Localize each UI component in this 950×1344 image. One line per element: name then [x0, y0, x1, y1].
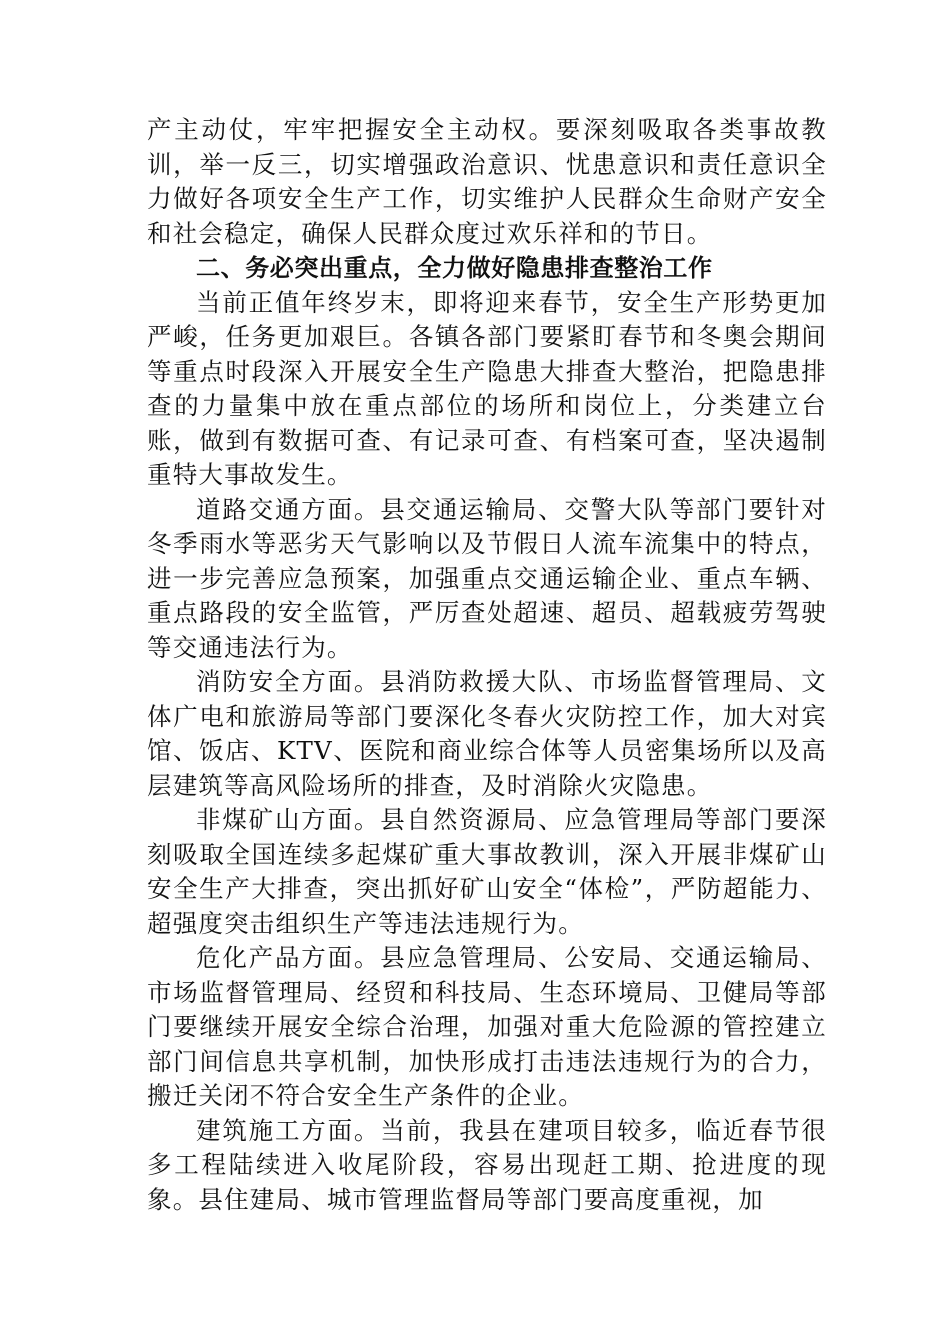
paragraph-continued: 产主动仗，牢牢把握安全主动权。要深刻吸取各类事故教训，举一反三，切实增强政治意识、忧患意识和责任意识全力做好各项安全生产工作，切实维护人民群众生命财产安全和社会稳定，确保人民群众度过欢乐祥和的节日。 — [147, 115, 827, 248]
paragraph-hazardous-chemicals: 危化产品方面。县应急管理局、公安局、交通运输局、市场监督管理局、经贸和科技局、生态环境局、卫健局等部门要继续开展安全综合治理，加强对重大危险源的管控建立部门间信息共享机制，加快形成打击违法违规行为的合力，搬迁关闭不符合安全生产条件的企业。 — [147, 943, 827, 1110]
paragraph-non-coal-mines: 非煤矿山方面。县自然资源局、应急管理局等部门要深刻吸取全国连续多起煤矿重大事故教训，深入开展非煤矿山安全生产大排查，突出抓好矿山安全“体检”，严防超能力、超强度突击组织生产等违法违规行为。 — [147, 805, 827, 938]
section-heading: 二、务必突出重点，全力做好隐患排查整治工作 — [196, 254, 713, 282]
document-body — [147, 113, 827, 1217]
paragraph-road-traffic: 道路交通方面。县交通运输局、交警大队等部门要针对冬季雨水等恶劣天气影响以及节假日人流车流集中的特点，进一步完善应急预案，加强重点交通运输企业、重点车辆、重点路段的安全监管，严厉查处超速、超员、超载疲劳驾驶等交通违法行为。 — [147, 494, 827, 662]
paragraph-fire-safety: 消防安全方面。县消防救援大队、市场监督管理局、文体广电和旅游局等部门要深化冬春火灾防控工作，加大对宾馆、饭店、KTV、医院和商业综合体等人员密集场所以及高层建筑等高风险场所的排查，及时消除火灾隐患。 — [147, 667, 827, 800]
paragraph-construction: 建筑施工方面。当前，我县在建项目较多，临近春节很多工程陆续进入收尾阶段，容易出现赶工期、抢进度的现象。县住建局、城市管理监督局等部门要高度重视，加 — [147, 1115, 827, 1214]
paragraph-current-situation: 当前正值年终岁末，即将迎来春节，安全生产形势更加严峻，任务更加艰巨。各镇各部门要紧盯春节和冬奥会期间等重点时段深入开展安全生产隐患大排查大整治，把隐患排查的力量集中放在重点部位的场所和岗位上，分类建立台账，做到有数据可查、有记录可查、有档案可查，坚决遏制重特大事故发生。 — [147, 287, 827, 489]
